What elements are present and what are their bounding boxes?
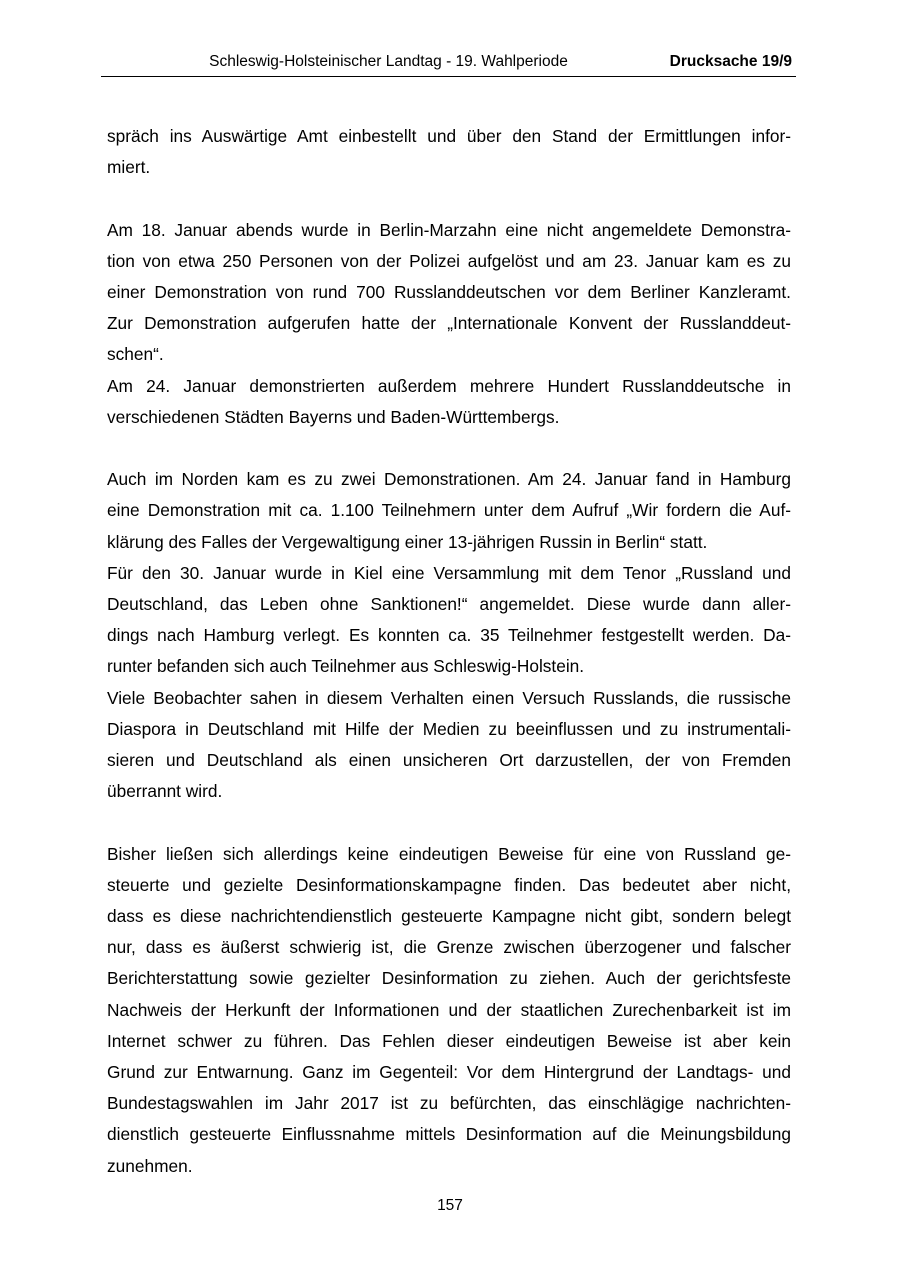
text-line: Bundestagswahlen im Jahr 2017 ist zu befürchten, das einschlägige nachrichten- xyxy=(107,1093,791,1114)
text-line: schen“. xyxy=(107,344,164,365)
text-line: Deutschland, das Leben ohne Sanktionen!“ angemeldet. Diese wurde dann aller- xyxy=(107,594,791,615)
page-header xyxy=(101,52,796,77)
header-title: Schleswig-Holsteinischer Landtag - 19. Wahlperiode xyxy=(209,53,568,70)
text-line: einer Demonstration von rund 700 Russlanddeutschen vor dem Berliner Kanzleramt. xyxy=(107,282,791,302)
paragraph-7 xyxy=(107,839,791,1182)
text-line: Bisher ließen sich allerdings keine eindeutigen Beweise für eine von Russland ge- xyxy=(107,843,791,864)
text-line: spräch ins Auswärtige Amt einbestellt und über den Stand der Ermittlungen infor- xyxy=(107,126,791,146)
text-line: Internet schwer zu führen. Das Fehlen dieser eindeutigen Beweise ist aber kein xyxy=(107,1030,791,1051)
text-line: verschiedenen Städten Bayerns und Baden-Württembergs. xyxy=(107,406,560,427)
text-line: Für den 30. Januar wurde in Kiel eine Versammlung mit dem Tenor „Russland und xyxy=(107,562,791,583)
text-line: dienstlich gesteuerte Einflussnahme mittels Desinformation auf die Meinungsbildung xyxy=(107,1124,791,1145)
text-line: überrannt wird. xyxy=(107,781,223,802)
text-line: dass es diese nachrichtendienstlich gesteuerte Kampagne nicht gibt, sondern belegt xyxy=(107,906,791,927)
paragraph-3 xyxy=(107,371,791,433)
document-number: Drucksache 19/9 xyxy=(669,53,792,70)
text-line: Diaspora in Deutschland mit Hilfe der Medien zu beeinflussen und zu instrumentali- xyxy=(107,718,791,739)
text-line: runter befanden sich auch Teilnehmer aus Schleswig-Holstein. xyxy=(107,656,585,677)
text-line: Am 24. Januar demonstrierten außerdem mehrere Hundert Russlanddeutsche in xyxy=(107,375,791,396)
body-text xyxy=(107,121,791,1182)
text-line: Nachweis der Herkunft der Informationen und der staatlichen Zurechenbarkeit ist im xyxy=(107,999,791,1020)
paragraph-4 xyxy=(107,464,791,558)
text-line: Zur Demonstration aufgerufen hatte der „Internationale Konvent der Russlanddeut- xyxy=(107,313,791,334)
text-line: miert. xyxy=(107,157,151,178)
paragraph-2 xyxy=(107,215,791,371)
text-line: Auch im Norden kam es zu zwei Demonstrationen. Am 24. Januar fand in Hamburg xyxy=(107,469,791,490)
text-line: nur, dass es äußerst schwierig ist, die Grenze zwischen überzogener und falscher xyxy=(107,937,791,958)
paragraph-6 xyxy=(107,683,791,808)
text-line: zunehmen. xyxy=(107,1155,193,1176)
text-line: Viele Beobachter sahen in diesem Verhalten einen Versuch Russlands, die russische xyxy=(107,687,791,708)
text-line: dings nach Hamburg verlegt. Es konnten ca. 35 Teilnehmer festgestellt werden. Da- xyxy=(107,625,791,646)
text-line: Am 18. Januar abends wurde in Berlin-Marzahn eine nicht angemeldete Demonstra- xyxy=(107,219,791,240)
paragraph-1 xyxy=(107,121,791,183)
text-line: steuerte und gezielte Desinformationskampagne finden. Das bedeutet aber nicht, xyxy=(107,874,791,895)
text-line: klärung des Falles der Vergewaltigung einer 13-jährigen Russin in Berlin“ statt. xyxy=(107,531,708,552)
paragraph-5 xyxy=(107,558,791,683)
text-line: eine Demonstration mit ca. 1.100 Teilnehmern unter dem Aufruf „Wir fordern die Auf- xyxy=(107,500,791,521)
text-line: tion von etwa 250 Personen von der Polizei aufgelöst und am 23. Januar kam es zu xyxy=(107,250,791,271)
text-line: sieren und Deutschland als einen unsicheren Ort darzustellen, der von Fremden xyxy=(107,750,791,771)
text-line: Berichterstattung sowie gezielter Desinformation zu ziehen. Auch der gerichtsfeste xyxy=(107,968,791,989)
page-number: 157 xyxy=(437,1197,463,1214)
text-line: Grund zur Entwarnung. Ganz im Gegenteil: Vor dem Hintergrund der Landtags- und xyxy=(107,1062,791,1083)
